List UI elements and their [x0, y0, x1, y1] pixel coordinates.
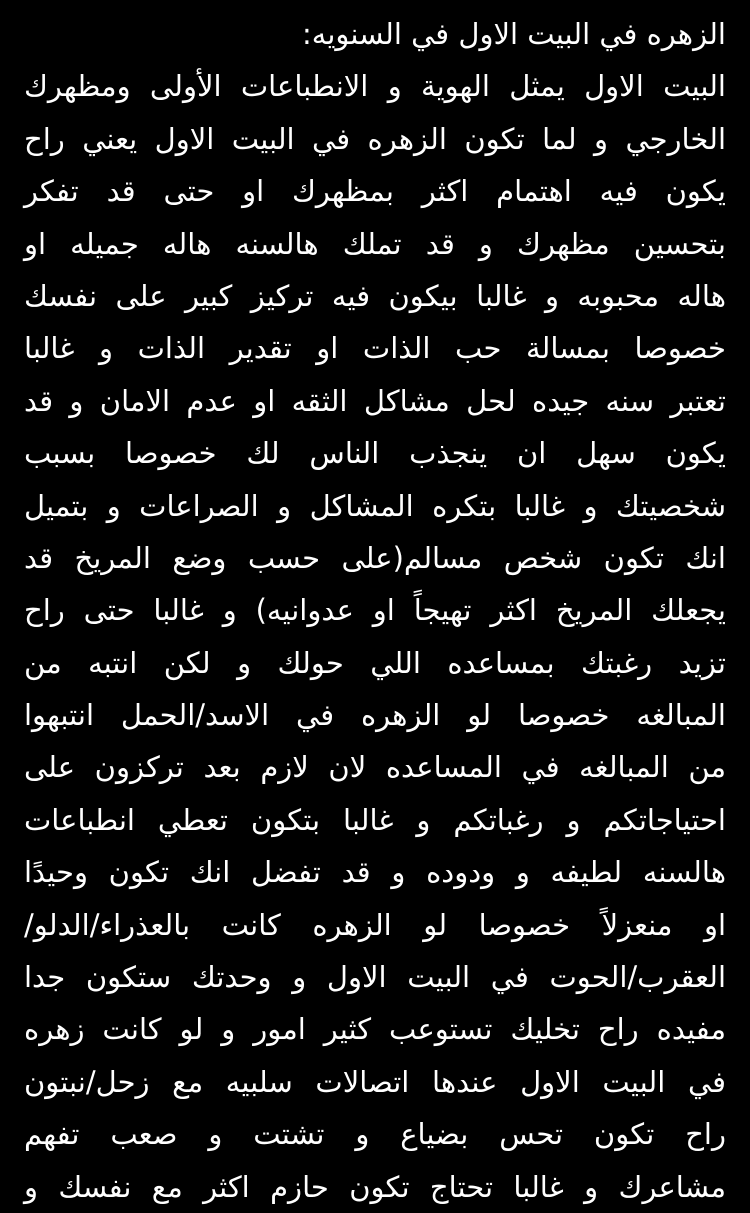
note-line: او منعزلاً خصوصا لو الزهره كانت بالعذراء/الدلو/ — [24, 907, 726, 942]
note-line: انك تكون شخص مسالم(على حسب وضع المريخ قد — [24, 540, 726, 575]
note-line: احتياجاتكم و رغباتكم و غالبا بتكون تعطي انطباعات — [24, 802, 726, 837]
note-line: تزيد رغبتك بمساعده اللي حولك و لكن انتبه من — [24, 645, 726, 680]
note-text — [0, 8, 750, 1213]
note-line: راح تكون تحس بضياع و تشتت و صعب تفهم — [24, 1117, 726, 1152]
note-line: في البيت الاول عندها اتصالات سلبيه مع زحل/نبتون — [24, 1064, 726, 1099]
note-line: الخارجي و لما تكون الزهره في البيت الاول يعني راح — [24, 121, 726, 156]
note-line: هاله محبوبه و غالبا بيكون فيه تركيز كبير على نفسك — [24, 278, 726, 313]
note-line: المبالغه خصوصا لو الزهره في الاسد/الحمل انتبهوا — [24, 698, 726, 733]
note-line: يجعلك المريخ اكثر تهيجاً او عدوانيه) و غالبا حتى راح — [24, 593, 726, 628]
note-line: تعتبر سنه جيده لحل مشاكل الثقه او عدم الامان و قد — [24, 383, 726, 418]
note-line: مشاعرك و غالبا تحتاج تكون حازم اكثر مع نفسك و — [24, 1169, 726, 1204]
note-line: بتحسين مظهرك و قد تملك هالسنه هاله جميله او — [24, 226, 726, 261]
note-line: العقرب/الحوت في البيت الاول و وحدتك ستكون جدا — [24, 960, 726, 995]
note-line: البيت الاول يمثل الهوية و الانطباعات الأولى ومظهرك — [24, 69, 726, 104]
note-line: شخصيتك و غالبا بتكره المشاكل و الصراعات و بتميل — [24, 488, 726, 523]
note-line: يكون فيه اهتمام اكثر بمظهرك او حتى قد تفكر — [24, 174, 726, 209]
note-line: من المبالغه في المساعده لان لازم بعد تركزون على — [24, 750, 726, 785]
note-line: يكون سهل ان ينجذب الناس لك خصوصا بسبب — [24, 436, 726, 471]
note-line: خصوصا بمسالة حب الذات او تقدير الذات و غالبا — [24, 331, 726, 366]
note-title: الزهره في البيت الاول في السنويه: — [302, 17, 726, 51]
note-line: هالسنه لطيفه و ودوده و قد تفضل انك تكون وحيدًا — [24, 855, 726, 890]
note-line: مفيده راح تخليك تستوعب كثير امور و لو كانت زهره — [24, 1012, 726, 1047]
